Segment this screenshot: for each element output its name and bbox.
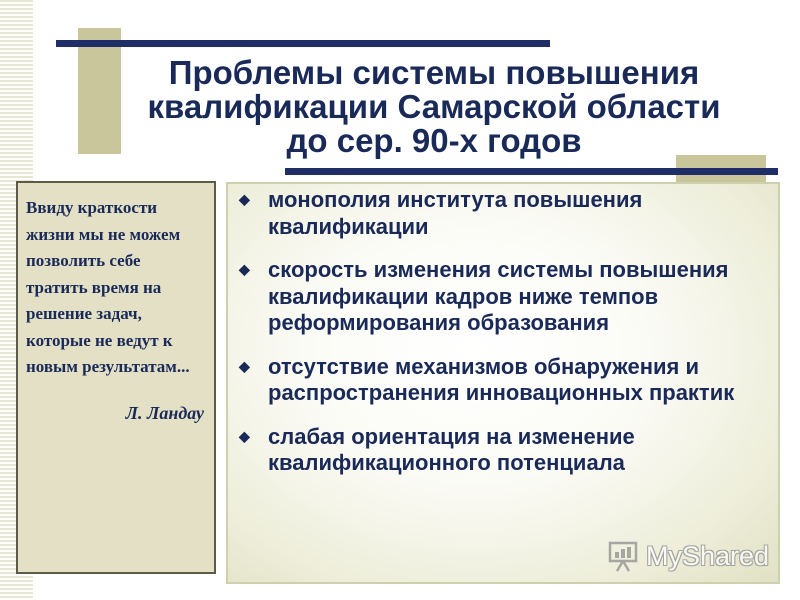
diamond-bullet-icon: ◆ [239, 191, 250, 207]
problems-list [238, 184, 778, 477]
problem-item [238, 257, 778, 337]
problem-text: отсутствие механизмов обнаружения и распространения инновационных практик [268, 353, 735, 405]
watermark-text: MyShared [646, 540, 770, 571]
decorative-bar-middle [285, 168, 778, 175]
diamond-bullet-icon: ◆ [239, 357, 250, 374]
decorative-bar-top [56, 40, 550, 47]
problem-text: скорость изменения системы повышения квалификации кадров ниже темпов реформирования образования [268, 257, 729, 335]
problem-text: монополия института повышения квалификации [268, 187, 643, 239]
slide-title: Проблемы системы повышения квалификации Самарской области до сер. 90-х годов [147, 54, 721, 159]
myshared-watermark [606, 539, 769, 573]
problem-item [238, 354, 778, 407]
problem-item [238, 424, 778, 477]
presentation-board-icon [606, 539, 640, 573]
quote-author: Л. Ландау [125, 402, 204, 423]
quote-text: Ввиду краткости жизни мы не можем позволить себе тратить время на решение задач, которые не ведут к новым результатам... [26, 198, 190, 376]
problem-text: слабая ориентация на изменение квалификационного потенциала [268, 423, 635, 475]
quote-box [16, 181, 216, 574]
diamond-bullet-icon: ◆ [239, 261, 250, 277]
diamond-bullet-icon: ◆ [239, 427, 250, 444]
problem-item [238, 187, 778, 240]
problems-box [226, 182, 780, 584]
